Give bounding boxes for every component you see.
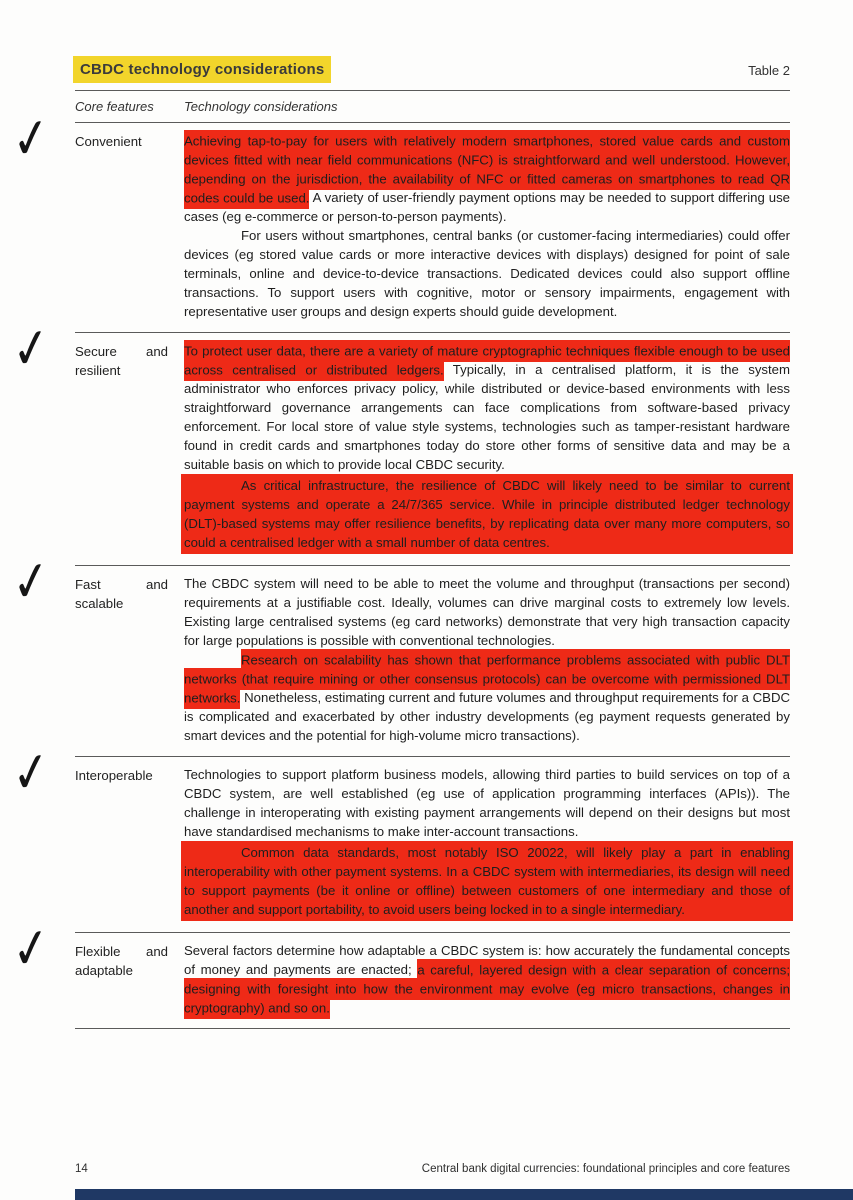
considerations-cell [178,765,790,921]
paragraph-highlighted [181,841,793,921]
body-text: Common data standards, most notably ISO 20022, will likely play a part in enabling interoperability with other payment systems. In a CBDC system with intermediaries, its design will need to support payments (be it online or offline) between customers of one intermediary and those of another and support portability, to avoid users being locked in to a single intermediary. [184,845,790,917]
core-feature-cell: Secure and resilient [75,344,168,378]
document-body [8,58,791,1029]
body-text: Nonetheless, estimating current and future volumes and throughput requirements for a CBDC is complicated and exacerbated by other industry developments (eg payment requests generated by smart devices and the potential for high-volume micro transactions). [184,690,790,743]
paragraph [184,650,790,745]
cbdc-considerations-table [8,90,791,1029]
paragraph-highlighted [181,474,793,554]
core-feature-cell: Flexible and adaptable [75,944,168,978]
considerations-cell [178,131,790,321]
core-feature-cell: Convenient [75,134,142,149]
title-row [75,58,790,81]
footer-accent-bar [75,1189,853,1200]
paragraph [184,941,790,1017]
checkmark-annotation-icon: ✓ [8,314,54,384]
core-feature-cell: Interoperable [75,768,153,783]
core-feature-cell: Fast and scalable [75,577,168,611]
page-title: CBDC technology considerations [75,58,329,81]
body-text: Technologies to support platform business models, allowing third parties to build services on top of a CBDC system, are well established (eg use of application programming interfaces (APIs)). The challenge in interoperating with existing payment arrangements will depend on their designs but most have standardised mechanisms to make inter-account transactions. [184,767,790,839]
table-row [8,738,790,932]
checkmark-annotation-icon: ✓ [8,104,54,174]
body-text: Several factors determine how adaptable a CBDC system is: how accurately the fundamental concepts of money and payments are enacted; [184,943,790,977]
body-text: A variety of user-friendly payment options may be needed to support differing use cases (eg e-commerce or person-to-person payments). [184,190,791,224]
page-number: 14 [75,1163,88,1175]
paragraph [184,765,790,841]
paragraph [184,131,790,226]
table-row [8,914,790,1028]
table-row [8,314,790,565]
red-highlighted-text: Achieving tap-to-pay for users with relatively modern smartphones, stored value cards and custom devices fitted with near field communications (NFC) is straightforward and well understood. However, depending on the jurisdiction, the availability of NFC or fitted cameras on smartphones to read QR codes could be used. [184,130,790,209]
red-highlighted-text: Research on scalability has shown that performance problems associated with public DLT networks (that require mining or other consensus protocols) can be overcome with permissioned DLT networks. [184,649,790,709]
red-highlighted-text: To protect user data, there are a variety of mature cryptographic techniques flexible enough to be used across centralised or distributed ledgers. [184,340,790,381]
paragraph [184,226,790,321]
column-header-technology-considerations: Technology considerations [184,99,338,114]
considerations-cell [178,341,790,554]
paragraph [184,341,790,474]
column-header-core-features: Core features [75,99,154,114]
checkmark-annotation-icon: ✓ [8,914,54,984]
paragraph [184,574,790,650]
considerations-cell [178,574,790,745]
body-text: For users without smartphones, central banks (or customer-facing intermediaries) could offer devices (eg stored value cards or more interactive devices with displays) designed for point of sale terminals, online and device-to-device transactions. Dedicated devices could also support offline transactions. To support users with cognitive, motor or sensory impairments, engagement with representative user groups and design experts should guide development. [184,228,790,319]
checkmark-annotation-icon: ✓ [8,738,54,808]
red-highlighted-text: a careful, layered design with a clear separation of concerns; designing with foresight into how the environment may evolve (eg micro transactions, changes in cryptography) and so on. [184,959,790,1019]
checkmark-annotation-icon: ✓ [8,547,54,617]
body-text: Typically, in a centralised platform, it is the system administrator who enforces privacy policy, while distributed or device-based environments with less straightforward governance arrangements can face complications from software-based privacy enforcement. For local store of value style systems, technologies such as tamper-resistant hardware found in credit cards and smartphones today do store other forms of sensitive data and may be a suitable basis on which to provide local CBDC security. [184,362,790,472]
body-text: As critical infrastructure, the resilience of CBDC will likely need to be similar to current payment systems and operate a 24/7/365 service. While in principle distributed ledger technology (DLT)-based systems may offer resilience benefits, by replicating data over many more computers, so could a centralised ledger with a small number of data centres. [184,478,790,550]
table-number-label: Table 2 [748,63,790,78]
body-text: The CBDC system will need to be able to meet the volume and throughput (transactions per second) requirements at a justifiable cost. Ideally, volumes can drive marginal costs to extremely low levels. Existing large centralised systems (eg card networks) demonstrate that very high transaction capacity for large populations is possible with conventional technologies. [184,576,790,648]
table-row [8,547,790,756]
considerations-cell [178,941,790,1017]
footer-report-title: Central bank digital currencies: foundational principles and core features [421,1163,790,1175]
table-header-row [75,90,790,122]
page-footer [75,1163,790,1175]
